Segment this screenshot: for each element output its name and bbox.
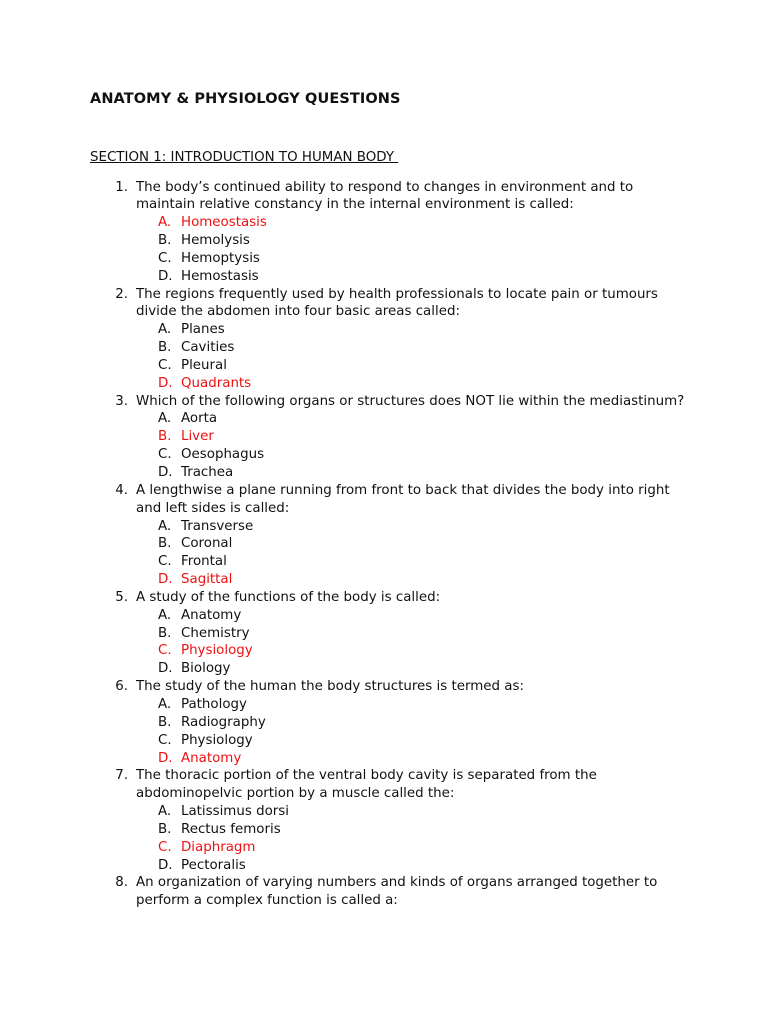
option-text: Frontal (181, 554, 227, 570)
option-letter: A. (158, 322, 172, 338)
option-text: Hemolysis (181, 233, 250, 249)
option-letter: C. (158, 357, 172, 373)
option-letter: B. (158, 821, 172, 837)
question-text: The body’s continued ability to respond to changes in environment and to maintain relative constancy in the internal environment is called: (136, 179, 634, 213)
answer-option (0, 518, 768, 536)
option-text: Physiology (181, 732, 253, 748)
option-letter: C. (158, 732, 172, 748)
option-text: Trachea (181, 465, 234, 480)
answer-option (0, 232, 768, 250)
answer-option (0, 553, 768, 571)
option-text: Physiology (181, 643, 253, 659)
question-number: 7. (115, 768, 128, 784)
question-number: 5. (115, 589, 128, 605)
answer-options (0, 518, 768, 589)
option-letter: D. (158, 375, 173, 391)
answer-option (0, 321, 768, 339)
option-letter: C. (158, 839, 172, 855)
answer-option (0, 357, 768, 375)
option-text: Latissimus dorsi (181, 804, 289, 820)
option-text: Anatomy (181, 607, 242, 623)
option-letter: A. (158, 411, 172, 427)
option-text: Aorta (181, 411, 218, 427)
question-item (0, 393, 768, 482)
question-item (0, 589, 768, 678)
option-letter: C. (158, 447, 172, 463)
question-text: A study of the functions of the body is called: (136, 589, 441, 605)
option-text: Coronal (181, 536, 233, 552)
option-text: Quadrants (181, 375, 252, 391)
option-letter: B. (158, 625, 172, 641)
option-letter: B. (158, 340, 172, 356)
option-text: Hemoptysis (181, 250, 260, 266)
question-text: Which of the following organs or structures does NOT lie within the mediastinum? (136, 393, 685, 409)
document-title: ANATOMY & PHYSIOLOGY QUESTIONS (90, 91, 401, 107)
answer-option-correct (0, 642, 768, 660)
option-text: Radiography (181, 714, 266, 730)
answer-option (0, 268, 768, 286)
option-text: Oesophagus (181, 447, 265, 463)
question-number: 6. (115, 679, 128, 695)
answer-option-correct (0, 428, 768, 446)
option-letter: B. (158, 714, 172, 730)
answer-option-correct (0, 214, 768, 232)
answer-options (0, 696, 768, 767)
question-text: The thoracic portion of the ventral body cavity is separated from the abdominopelvic portion by a muscle called the: (136, 768, 597, 802)
question-text: A lengthwise a plane running from front to back that divides the body into right and left sides is called: (136, 482, 670, 516)
option-letter: D. (158, 750, 173, 766)
question-number: 4. (115, 482, 128, 498)
answer-options (0, 214, 768, 285)
answer-options (0, 607, 768, 678)
question-text: The study of the human the body structures is termed as: (136, 679, 524, 695)
option-letter: D. (158, 857, 173, 873)
question-item (0, 286, 768, 393)
option-text: Pathology (181, 696, 247, 712)
option-letter: C. (158, 554, 172, 570)
answer-option (0, 446, 768, 464)
answer-option (0, 250, 768, 268)
option-letter: D. (158, 572, 173, 588)
question-list (0, 179, 768, 911)
option-letter: A. (158, 215, 172, 231)
option-letter: A. (158, 696, 172, 712)
option-text: Biology (181, 661, 231, 677)
option-letter: B. (158, 429, 172, 445)
answer-option (0, 464, 768, 482)
answer-option (0, 732, 768, 750)
option-letter: D. (158, 661, 173, 677)
answer-option (0, 857, 768, 875)
answer-option (0, 660, 768, 678)
answer-option (0, 625, 768, 643)
answer-options (0, 410, 768, 481)
question-item (0, 767, 768, 874)
answer-option-correct (0, 375, 768, 393)
answer-options (0, 803, 768, 874)
option-text: Anatomy (181, 750, 242, 766)
option-letter: D. (158, 268, 173, 284)
option-text: Sagittal (181, 572, 233, 588)
option-letter: C. (158, 250, 172, 266)
answer-option (0, 607, 768, 625)
question-number: 2. (115, 286, 128, 302)
answer-option (0, 535, 768, 553)
answer-option (0, 696, 768, 714)
answer-option (0, 803, 768, 821)
answer-option (0, 821, 768, 839)
option-text: Hemostasis (181, 268, 259, 284)
question-text: An organization of varying numbers and kinds of organs arranged together to perform a complex function is called a: (136, 875, 658, 909)
option-letter: D. (158, 465, 173, 480)
answer-options (0, 321, 768, 392)
option-letter: A. (158, 804, 172, 820)
question-item (0, 678, 768, 767)
question-number: 1. (115, 179, 128, 195)
option-text: Homeostasis (181, 215, 267, 231)
answer-option (0, 410, 768, 428)
answer-option (0, 339, 768, 357)
option-letter: B. (158, 233, 172, 249)
answer-option-correct (0, 750, 768, 768)
section-heading: SECTION 1: INTRODUCTION TO HUMAN BODY (90, 150, 399, 165)
option-text: Transverse (181, 518, 254, 534)
answer-option-correct (0, 571, 768, 589)
option-letter: A. (158, 607, 172, 623)
option-text: Rectus femoris (181, 821, 281, 837)
option-text: Liver (181, 429, 214, 445)
question-item (0, 179, 768, 286)
option-text: Pectoralis (181, 857, 246, 873)
option-text: Diaphragm (181, 839, 256, 855)
question-number: 8. (115, 875, 128, 891)
option-text: Planes (181, 322, 225, 338)
option-text: Chemistry (181, 625, 250, 641)
option-letter: C. (158, 643, 172, 659)
answer-option (0, 714, 768, 732)
question-number: 3. (115, 393, 128, 409)
question-item (0, 874, 768, 910)
question-text: The regions frequently used by health professionals to locate pain or tumours divide the abdomen into four basic areas called: (136, 286, 658, 320)
option-letter: A. (158, 518, 172, 534)
question-item (0, 482, 768, 589)
option-letter: B. (158, 536, 172, 552)
answer-option-correct (0, 839, 768, 857)
option-text: Cavities (181, 340, 235, 356)
option-text: Pleural (181, 357, 227, 373)
